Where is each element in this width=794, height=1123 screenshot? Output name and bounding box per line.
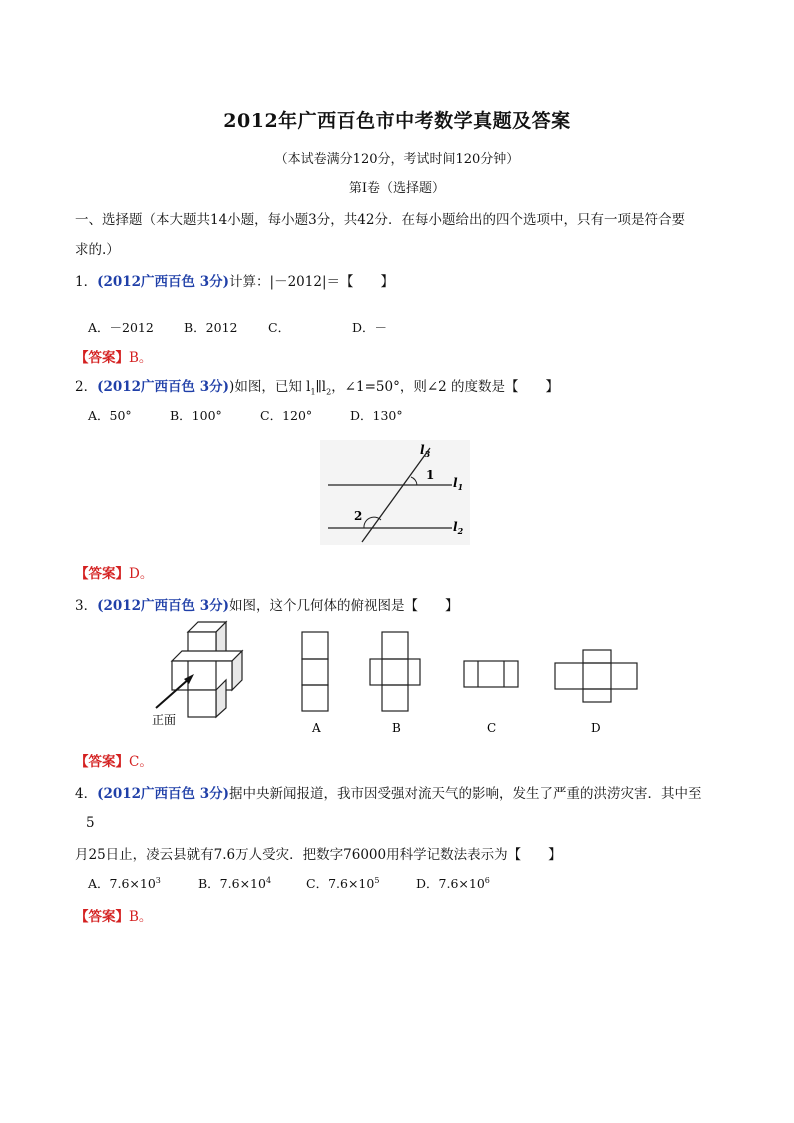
question-number: 3．	[75, 598, 98, 614]
option-b: B．2012	[184, 320, 238, 335]
option-d: D．－	[352, 320, 388, 335]
view-b-label: B	[392, 721, 401, 735]
answer-value: D。	[129, 566, 154, 582]
view-d	[555, 650, 637, 702]
question-4-answer	[75, 905, 152, 925]
question-stem-post: ，∠1=50°，则∠2 的度数是【 】	[331, 379, 560, 395]
view-b	[370, 632, 420, 711]
label-l2: $l_2$	[453, 520, 464, 536]
question-2-answer	[75, 562, 153, 582]
section-heading: 第Ⅰ卷（选择题）	[348, 181, 446, 196]
question-4-line3: 月25日止，凌云县就有7.6万人受灾．把数字76000用科学记数法表示为【 】	[75, 847, 562, 863]
question-stem-line1: 据中央新闻报道，我市因受强对流天气的影响，发生了严重的洪涝灾害．其中至	[229, 786, 702, 802]
question-number: 1．	[75, 274, 98, 290]
question-1-options	[88, 318, 387, 336]
instructions-line1: 一、选择题（本大题共14小题，每小题3分，共42分．在每小题给出的四个选项中，只有一项是符合要	[75, 212, 685, 228]
label-angle-1: 1	[426, 468, 435, 482]
question-number: 4．	[75, 786, 98, 802]
option-b: B．100°	[170, 408, 222, 423]
solid-drawing	[172, 622, 242, 717]
question-1-answer	[75, 346, 152, 366]
label-l1: $l_1$	[453, 476, 464, 492]
view-d-label: D	[591, 721, 601, 735]
subscript: 2	[326, 387, 332, 397]
question-1	[75, 270, 394, 290]
view-c	[464, 661, 518, 687]
question-stem: 计算：|－2012|＝【 】	[229, 274, 394, 290]
option-a: A．$7.6\times 10^3$	[88, 875, 161, 891]
answer-tag: 【答案】	[75, 566, 129, 582]
instructions-line2: 求的.）	[75, 242, 120, 258]
solid-views-figure	[140, 620, 650, 745]
view-c-label: C	[487, 721, 497, 735]
question-stem: 如图，这个几何体的俯视图是【 】	[229, 598, 459, 614]
question-source: (2012广西百色 3分)	[97, 598, 230, 614]
option-a: A．－2012	[88, 320, 154, 335]
question-2-options	[88, 406, 403, 424]
option-d: D．130°	[350, 408, 403, 423]
question-4-line2: 5	[86, 815, 95, 831]
question-stem-mid: ∥l	[315, 379, 327, 395]
question-stem-pre: )如图，已知 l	[229, 379, 311, 395]
question-source: (2012广西百色 3分)	[97, 379, 230, 395]
page-title: 2012年广西百色市中考数学真题及答案	[223, 110, 571, 132]
question-3-answer	[75, 750, 153, 770]
question-source: (2012广西百色 3分)	[97, 786, 230, 802]
answer-tag: 【答案】	[75, 350, 129, 366]
option-d: D．$7.6\times 10^6$	[416, 875, 490, 891]
label-l3: $l_3$	[420, 443, 431, 459]
answer-value: B。	[129, 350, 153, 366]
option-a: A．50°	[88, 408, 132, 423]
parallel-lines-figure	[320, 440, 470, 545]
answer-tag: 【答案】	[75, 909, 129, 925]
answer-value: B。	[129, 909, 153, 925]
question-2	[75, 375, 559, 397]
figure-background	[320, 440, 470, 545]
option-b: B．$7.6\times 10^4$	[198, 875, 272, 891]
view-a	[302, 632, 328, 711]
option-c: C．	[268, 320, 291, 335]
answer-value: C。	[129, 754, 153, 770]
question-3	[75, 594, 459, 614]
label-angle-2: 2	[354, 509, 363, 523]
answer-tag: 【答案】	[75, 754, 129, 770]
question-number: 2．	[75, 379, 98, 395]
option-c: C．120°	[260, 408, 313, 423]
exam-info: （本试卷满分120分，考试时间120分钟）	[274, 152, 520, 167]
subscript: 1	[310, 387, 316, 397]
question-4	[75, 782, 702, 802]
option-c: C．$7.6\times 10^5$	[306, 875, 380, 891]
question-source: (2012广西百色 3分)	[97, 274, 230, 290]
question-4-options	[88, 874, 490, 892]
front-label: 正面	[152, 713, 177, 727]
view-a-label: A	[312, 721, 321, 735]
